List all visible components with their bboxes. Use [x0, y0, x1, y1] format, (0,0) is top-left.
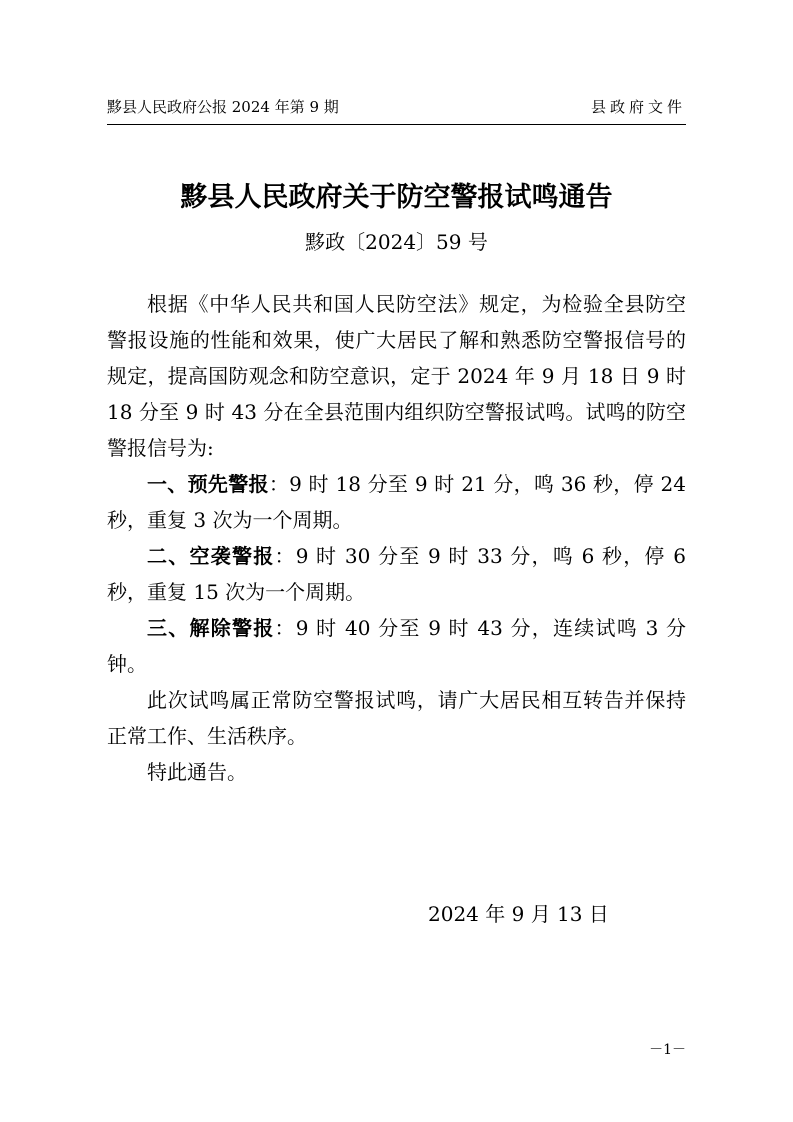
document-title: 黟县人民政府关于防空警报试鸣通告	[180, 182, 613, 213]
closing-paragraph: 此次试鸣属正常防空警报试鸣，请广大居民相互转告并保持正常工作、生活秩序。	[107, 688, 686, 748]
document-body	[107, 286, 686, 790]
signal-text: ：9 时 40 分至 9 时 43 分，连续试鸣 3 分钟。	[107, 616, 686, 676]
signal-text: ：9 时 30 分至 9 时 33 分，鸣 6 秒，停 6 秒，重复 15 次为一个周期。	[107, 544, 687, 604]
document-number: 黟政〔2024〕59 号	[305, 230, 488, 254]
signal-item-air-raid	[107, 538, 686, 610]
signal-text: ：9 时 18 分至 9 时 21 分，鸣 36 秒，停 24 秒，重复 3 次为一个周期。	[107, 472, 687, 532]
page-number: －1－	[649, 1042, 686, 1058]
header-section: 县政府文件	[590, 98, 686, 116]
signal-label: 一、预先警报	[147, 472, 269, 496]
intro-paragraph: 根据《中华人民共和国人民防空法》规定，为检验全县防空警报设施的性能和效果，使广大居民了解和熟悉防空警报信号的规定，提高国防观念和防空意识，定于 2024 年 9 月 18 日 9 时 18 分至 9 时 43 分在全县范围内组织防空警报试鸣。试鸣的防空警报信号为:	[107, 292, 686, 460]
signal-label: 三、解除警报	[147, 616, 275, 640]
running-header	[107, 96, 686, 118]
header-divider	[107, 124, 686, 125]
signal-label: 二、空袭警报	[147, 544, 275, 568]
signal-item-all-clear	[107, 610, 686, 682]
header-publication: 黟县人民政府公报 2024 年第 9 期	[107, 98, 339, 116]
signal-item-pre-warning	[107, 466, 686, 538]
issue-date: 2024 年 9 月 13 日	[428, 902, 609, 926]
ending-paragraph: 特此通告。	[147, 760, 247, 784]
